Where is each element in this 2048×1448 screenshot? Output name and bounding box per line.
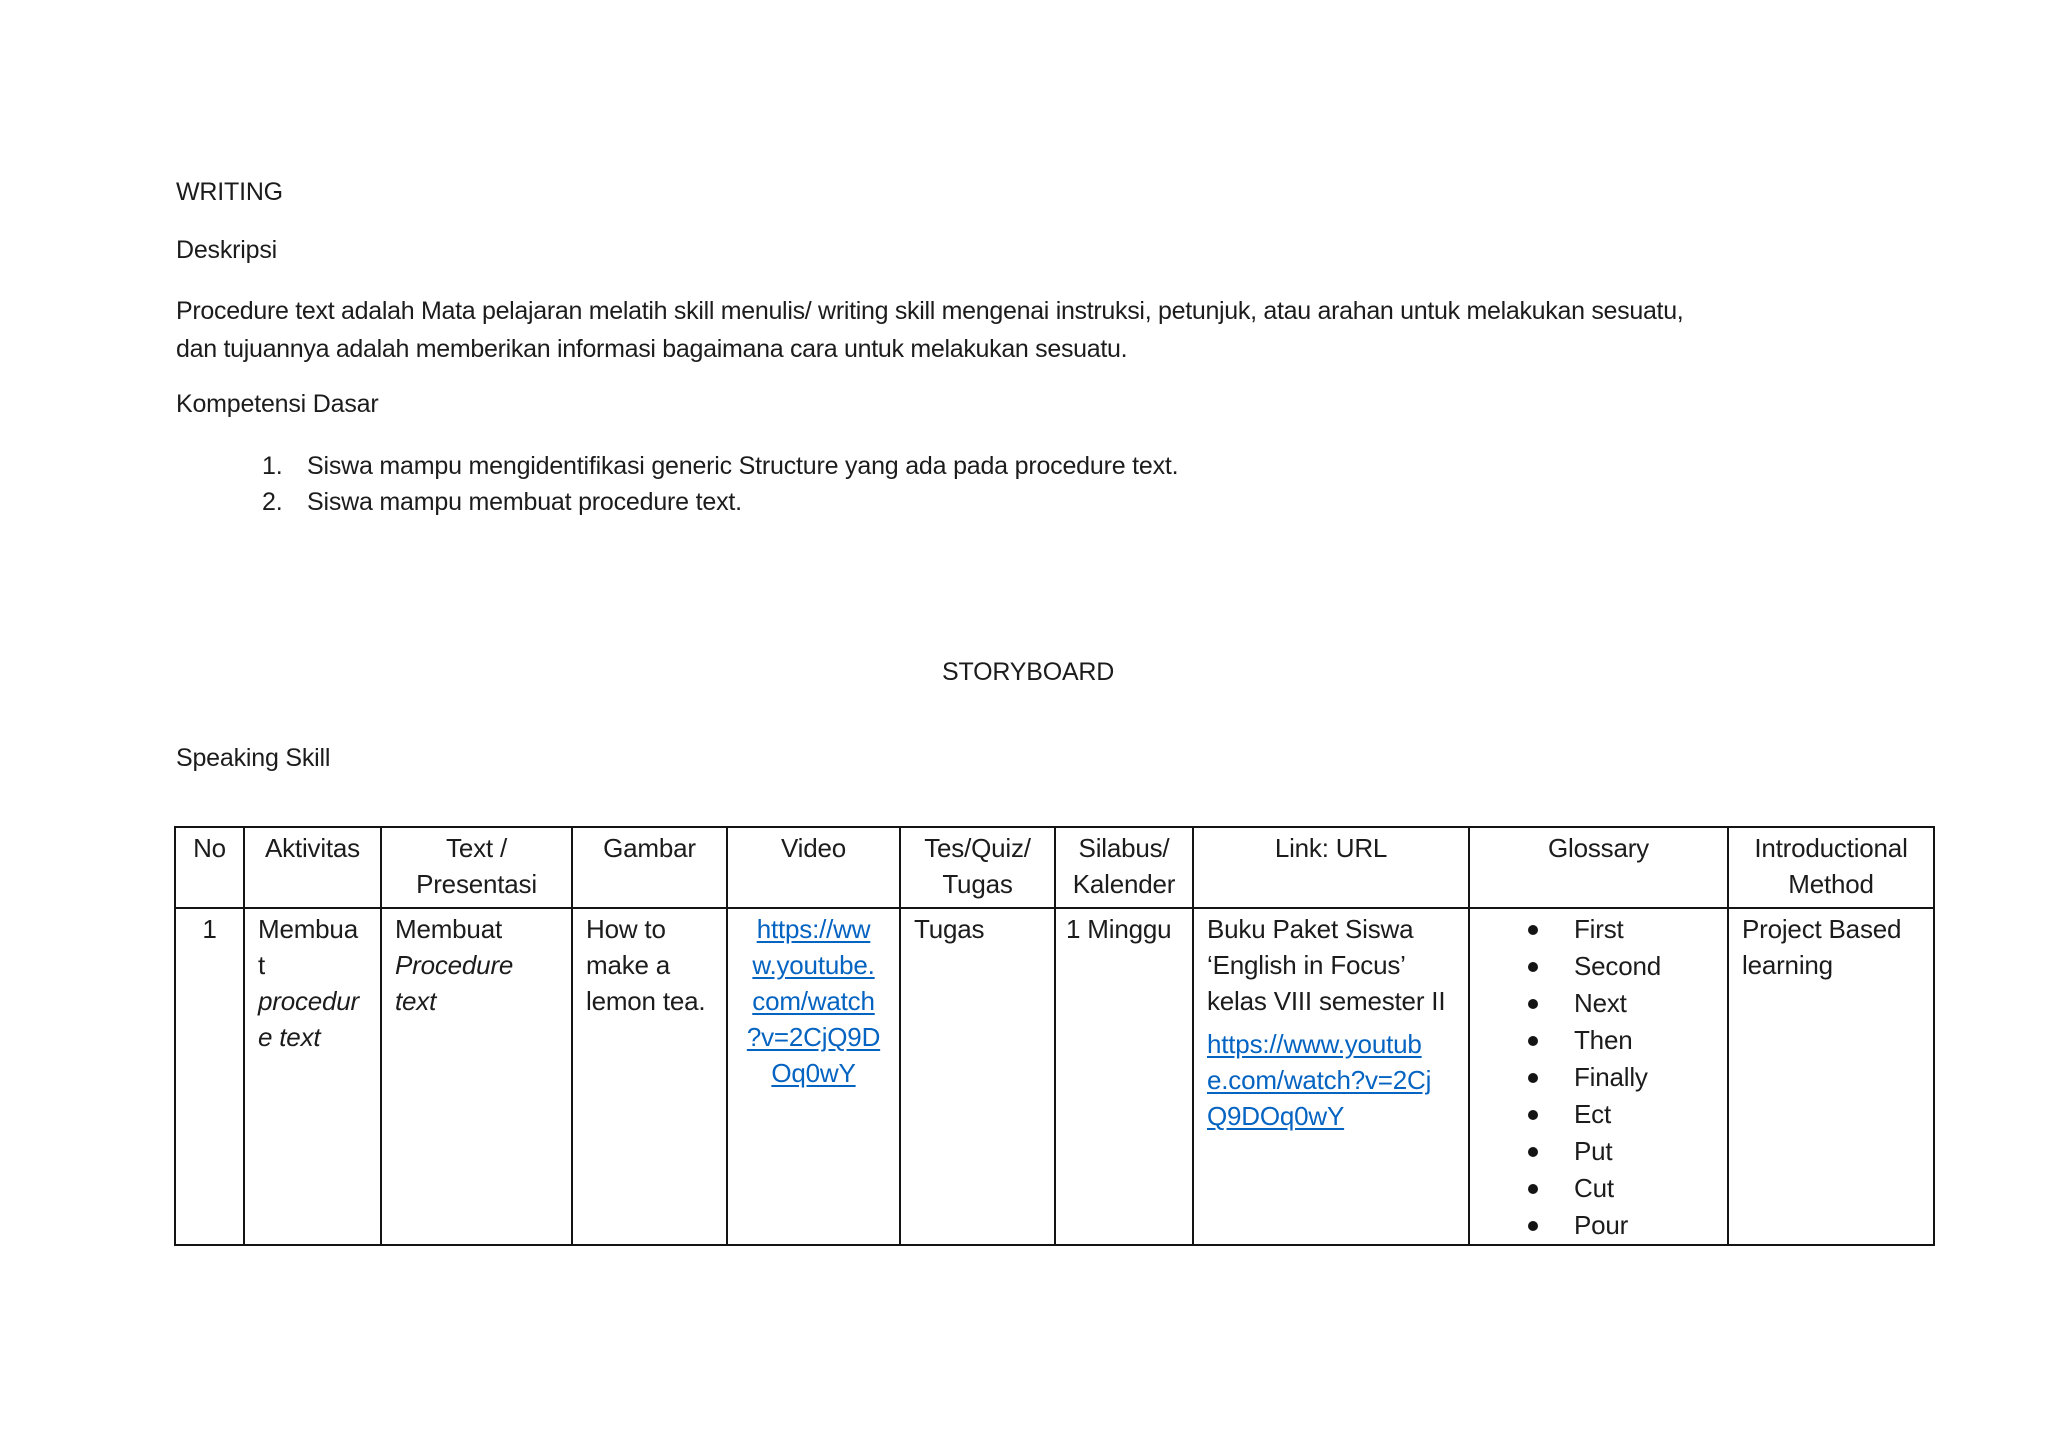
description-line: Procedure text adalah Mata pelajaran melatih skill menulis/ writing skill mengenai instruksi, petunjuk, atau arahan untuk melakukan sesuatu, <box>176 297 1684 325</box>
cell-tes: Tugas <box>900 908 1055 1245</box>
header-tes-quiz-tugas: Tes/Quiz/ Tugas <box>900 827 1055 908</box>
glossary-item: Put <box>1470 1133 1727 1170</box>
header-glossary: Glossary <box>1469 827 1728 908</box>
cell-silabus: 1 Minggu <box>1055 908 1193 1245</box>
competency-text: Siswa mampu mengidentifikasi generic Structure yang ada pada procedure text. <box>307 452 1179 480</box>
header-link-url: Link: URL <box>1193 827 1469 908</box>
glossary-item: Cut <box>1470 1170 1727 1207</box>
glossary-item: Second <box>1470 948 1727 985</box>
table-header-row <box>175 827 1934 908</box>
competency-list <box>262 448 1178 520</box>
storyboard-table <box>174 826 1935 1246</box>
storyboard-title: STORYBOARD <box>942 658 1115 686</box>
description-line: dan tujuannya adalah memberikan informasi bagaimana cara untuk melakukan sesuatu. <box>176 335 1128 363</box>
glossary-item: Finally <box>1470 1059 1727 1096</box>
description-heading: Deskripsi <box>176 236 277 264</box>
cell-aktivitas: Membua t procedur e text <box>244 908 381 1245</box>
glossary-item: Then <box>1470 1022 1727 1059</box>
cell-method: Project Based learning <box>1728 908 1934 1245</box>
glossary-item: First <box>1470 911 1727 948</box>
competency-number: 1. <box>262 452 283 480</box>
cell-no: 1 <box>175 908 244 1245</box>
header-silabus-kalender: Silabus/ Kalender <box>1055 827 1193 908</box>
cell-video <box>727 908 900 1245</box>
cell-link-url: Buku Paket Siswa ‘English in Focus’ kelas VIII semester II https://www.youtub e.com/watch?v=2Cj Q9DOq0wY <box>1193 908 1469 1245</box>
header-aktivitas: Aktivitas <box>244 827 381 908</box>
glossary-item: Pour <box>1470 1207 1727 1244</box>
header-no: No <box>175 827 244 908</box>
competency-text: Siswa mampu membuat procedure text. <box>307 488 742 516</box>
glossary-item: Ect <box>1470 1096 1727 1133</box>
description-paragraph <box>176 292 1896 368</box>
section-title: WRITING <box>176 178 283 206</box>
header-method: Introductional Method <box>1728 827 1934 908</box>
header-video: Video <box>727 827 900 908</box>
skill-heading: Speaking Skill <box>176 744 331 772</box>
competency-item <box>262 448 1178 484</box>
competency-number: 2. <box>262 488 283 516</box>
competency-heading: Kompetensi Dasar <box>176 390 379 418</box>
header-gambar: Gambar <box>572 827 727 908</box>
cell-gambar: How to make a lemon tea. <box>572 908 727 1245</box>
cell-glossary <box>1469 908 1728 1245</box>
glossary-list <box>1470 911 1727 1244</box>
video-link[interactable]: https://ww w.youtube. com/watch ?v=2CjQ9D Oq0wY <box>746 914 881 1088</box>
header-text-presentasi: Text / Presentasi <box>381 827 572 908</box>
youtube-link[interactable]: https://www.youtub e.com/watch?v=2Cj Q9DOq0wY <box>1207 1029 1432 1131</box>
competency-item <box>262 484 1178 520</box>
table-row <box>175 908 1934 1245</box>
cell-text-presentasi: Membuat Procedure text <box>381 908 572 1245</box>
glossary-item: Next <box>1470 985 1727 1022</box>
